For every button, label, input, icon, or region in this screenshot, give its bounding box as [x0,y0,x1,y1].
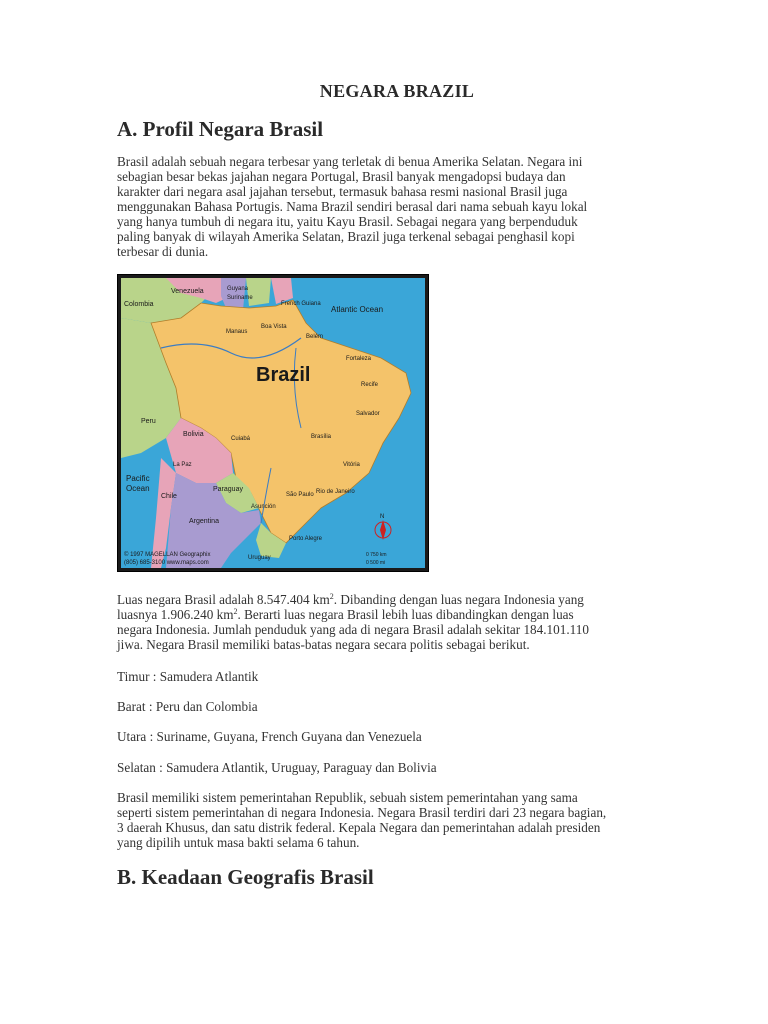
city-label: Porto Alegre [289,536,323,542]
area-line [117,607,682,622]
city-label: Cuiabá [231,436,251,442]
area-text: Luas negara Brasil adalah 8.547.404 km [117,592,330,607]
intro-line: yang hanya tumbuh di negara itu, yaitu Kayu Brasil. Sebagai negara yang berpenduduk [117,214,578,229]
border-west: Barat : Peru dan Colombia [117,699,258,714]
area-line: negara Indonesia. Jumlah penduduk yang ada di negara Brasil adalah sekitar 184.101.110 [117,622,589,637]
country-label: Paraguay [213,486,243,493]
border-north: Utara : Suriname, Guyana, French Guyana dan Venezuela [117,729,422,744]
country-label: Uruguay [248,555,271,561]
map-graphic [121,278,425,568]
government-line: seperti sistem pemerintahan di negara Indonesia. Negara Brasil terdiri dari 23 negara bagian, [117,805,607,820]
city-label: Vitória [343,462,360,468]
area-text: . Dibanding dengan luas negara Indonesia yang [333,592,584,607]
scale-bar: 0 750 km [366,552,387,558]
intro-line: sebagian besar bekas jajahan negara Portugal, Brasil banyak mengadopsi budaya dan [117,169,566,184]
intro-line: karakter dari negara asal jajahan tersebut, termasuk bahasa resmi nasional Brasil juga [117,184,568,199]
government-line: yang dipilih untuk masa bakti selama 6 tahun. [117,835,360,850]
map-credit: © 1997 MAGELLAN Geographix [124,552,211,558]
country-label: Suriname [227,295,253,301]
scale-bar: 0 500 mi [366,560,386,566]
country-label: Venezuela [171,288,204,295]
border-east: Timur : Samudera Atlantik [117,669,259,684]
intro-line: terbesar di dunia. [117,244,209,259]
country-label: Peru [141,418,156,425]
city-label: Brasília [311,434,332,440]
heading-geography: B. Keadaan Geografis Brasil [117,865,374,889]
city-label: Fortaleza [346,356,372,362]
border-south: Selatan : Samudera Atlantik, Uruguay, Paraguay dan Bolivia [117,760,437,775]
area-line [117,592,682,607]
country-label: Guyana [227,286,249,292]
government-paragraph [117,790,682,850]
superscript: 2 [329,592,334,601]
document-title: NEGARA BRAZIL [319,81,475,101]
atlantic-label: Atlantic Ocean [331,305,384,314]
area-paragraph [117,592,682,652]
intro-line: Brasil adalah sebuah negara terbesar yang terletak di benua Amerika Selatan. Negara ini [117,154,583,169]
city-label: Rio de Janeiro [316,489,355,495]
country-label: Argentina [189,518,219,525]
map-credit: (805) 685-3100 www.maps.com [124,560,209,566]
area-text: . Berarti luas negara Brasil lebih luas dibandingkan dengan luas [237,607,574,622]
government-line: 3 daerah Khusus, dan satu distrik federal. Kepala Negara dan pemerintahan adalah presiden [117,820,601,835]
pacific-label-1: Pacific [126,474,150,483]
city-label: Salvador [356,411,380,417]
area-text: luasnya 1.906.240 km [117,607,234,622]
government-line: Brasil memiliki sistem pemerintahan Republik, sebuah sistem pemerintahan yang sama [117,790,578,805]
intro-line: menggunakan Bahasa Portugis. Nama Brazil sendiri berasal dari nama sebuah kayu lokal [117,199,588,214]
brazil-map [117,274,429,572]
country-label: Chile [161,493,177,500]
country-label: Bolivia [183,431,204,438]
suriname-region [246,278,271,306]
city-label: Boa Vista [261,324,287,330]
city-label: Manaus [226,329,248,335]
intro-line: paling banyak di wilayah Amerika Selatan, Brazil juga terkenal sebagai penghasil kopi [117,229,575,244]
country-label: Colombia [124,301,154,308]
compass-label: N [380,514,385,520]
intro-paragraph [117,154,682,259]
area-line: jiwa. Negara Brasil memiliki batas-batas negara secara politis sebagai berikut. [117,637,530,652]
city-label: Asunción [251,504,276,510]
city-label: Belém [306,334,324,340]
pacific-label-2: Ocean [126,484,150,493]
map-title: Brazil [256,364,311,386]
country-label: French Guiana [281,301,321,307]
heading-profile: A. Profil Negara Brasil [117,117,324,141]
city-label: Recife [361,382,379,388]
city-label: La Paz [173,462,192,468]
superscript: 2 [233,607,238,616]
city-label: São Paulo [286,492,314,498]
